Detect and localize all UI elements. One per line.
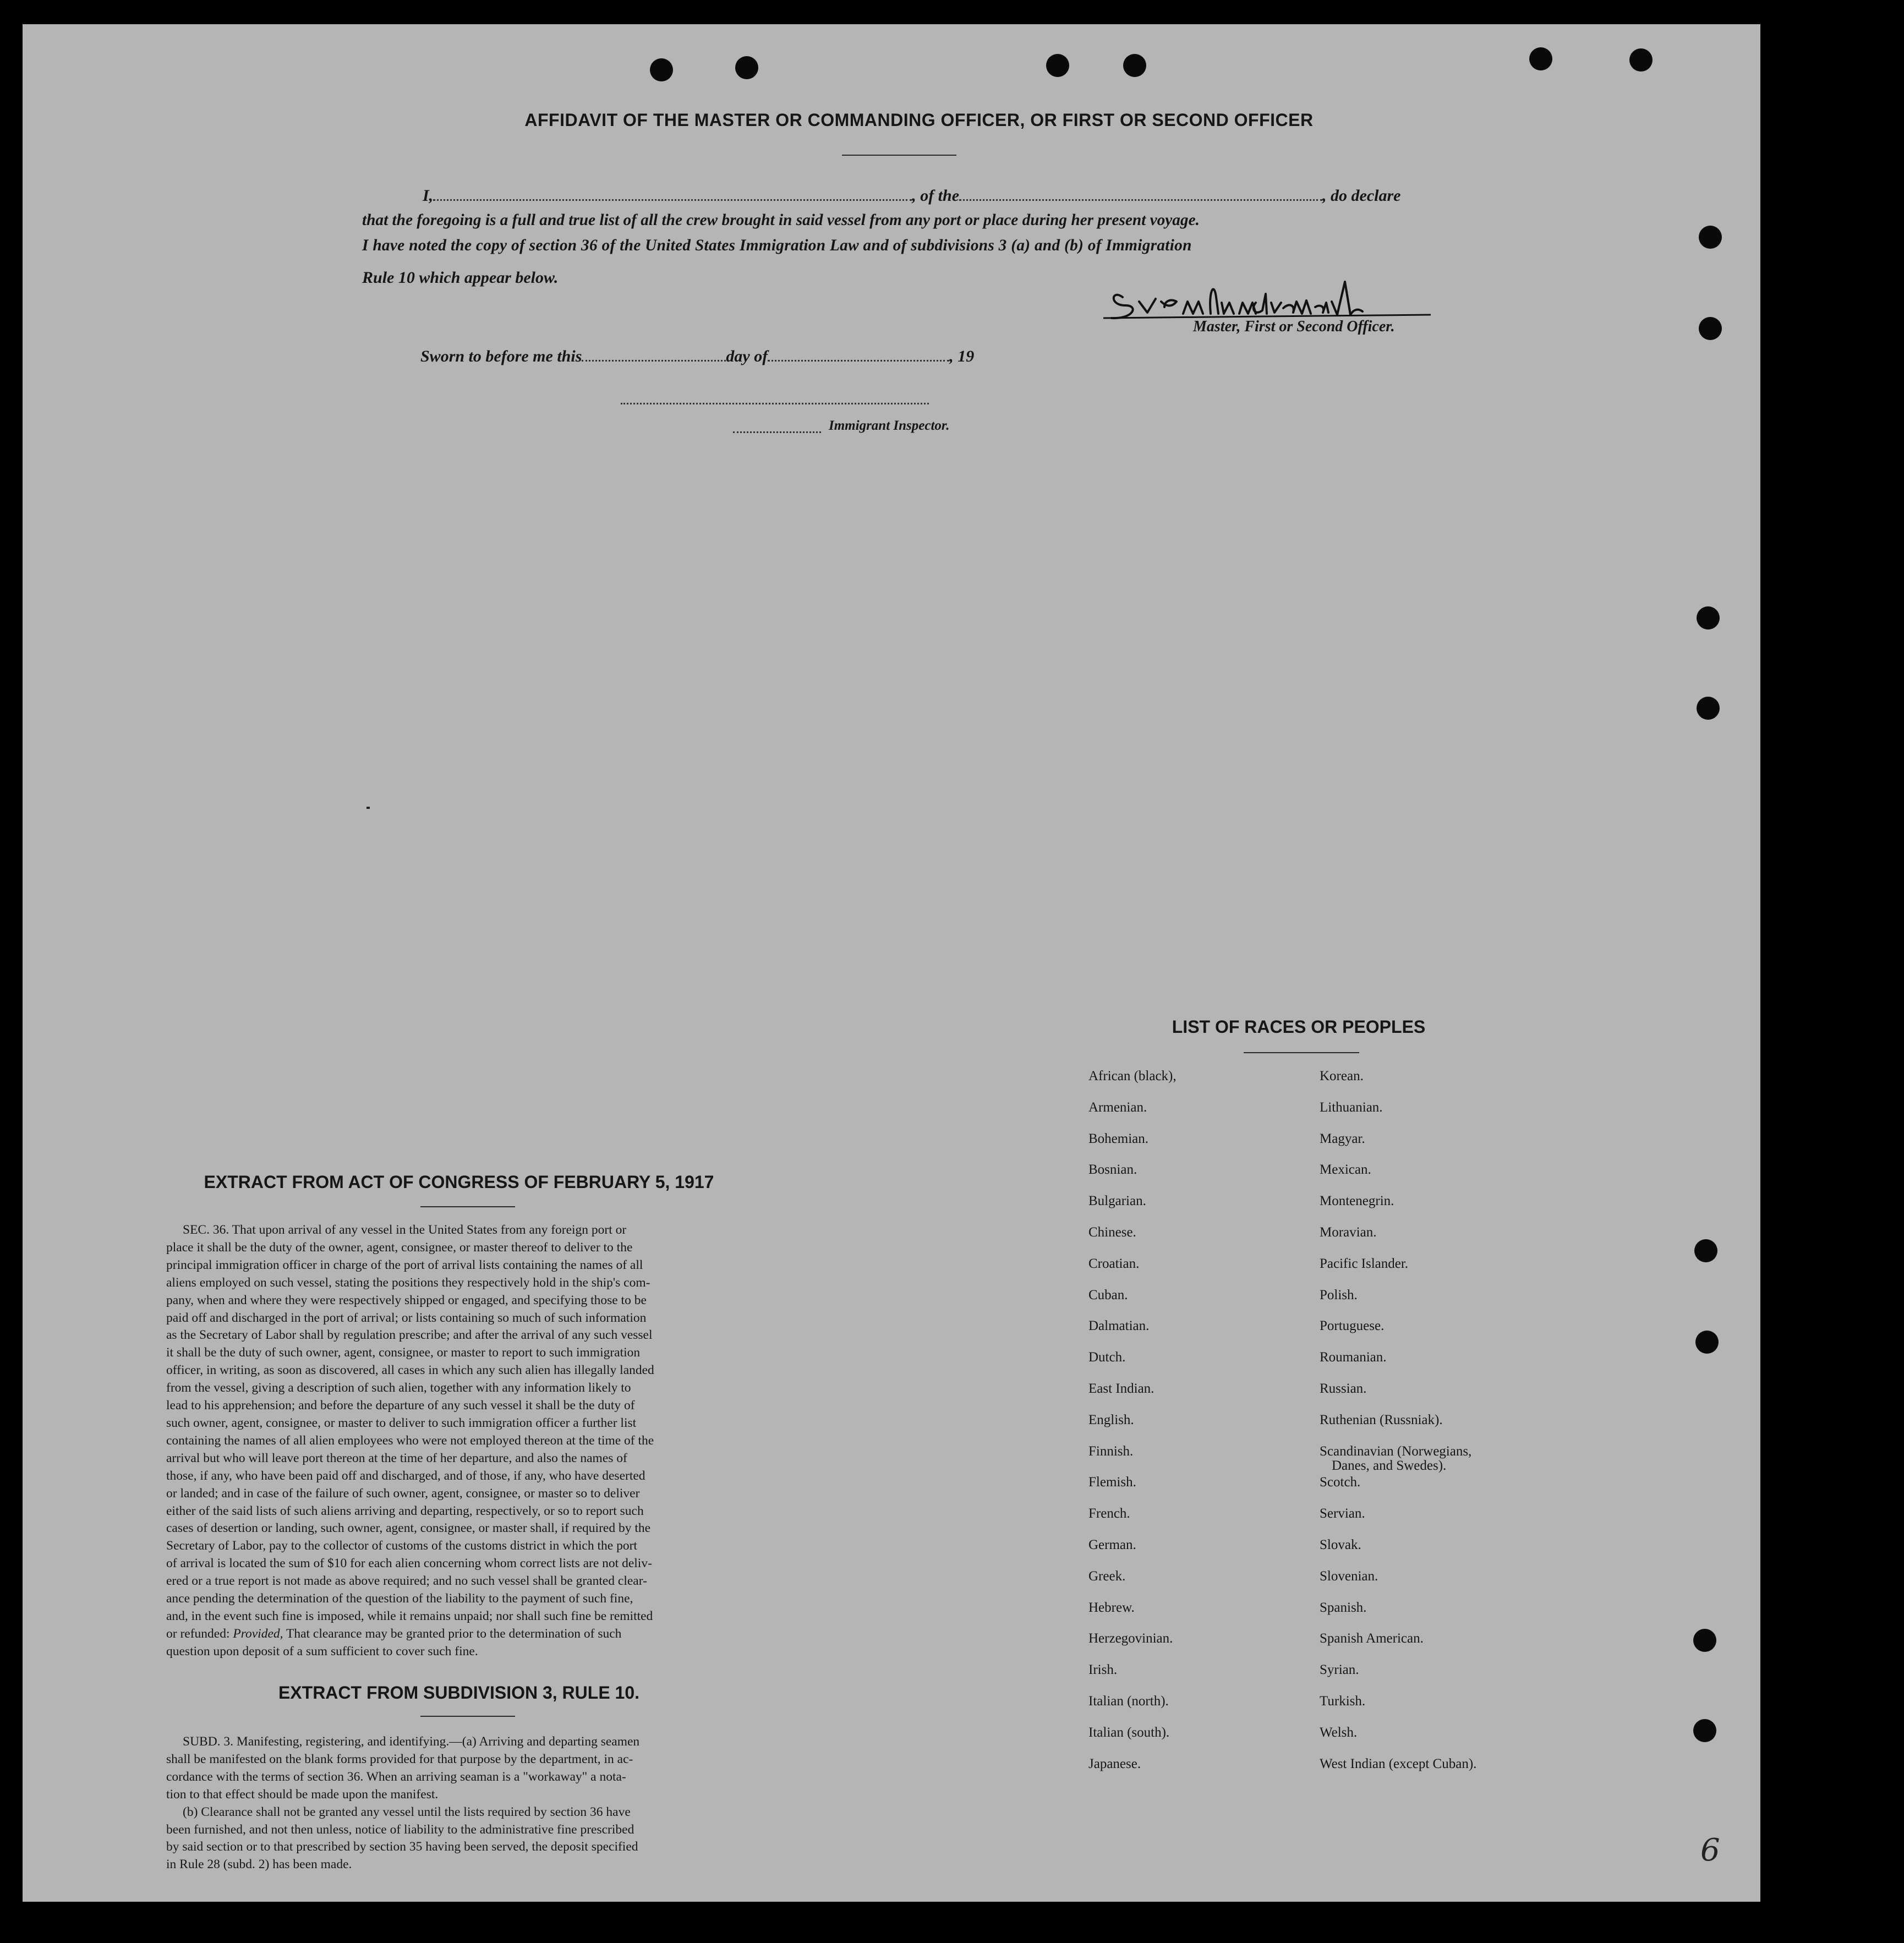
race-item: Scotch. [1320, 1475, 1361, 1490]
punch-hole [1693, 1719, 1716, 1742]
act-line: ance pending the determination of the question of the liability to the payment of such fine, [166, 1591, 633, 1606]
rule-line: tion to that effect should be made upon the manifest. [166, 1787, 439, 1802]
race-item: Portuguese. [1320, 1318, 1385, 1334]
act-line: and, in the event such fine is imposed, while it remains unpaid; nor shall such fine be remitted [166, 1608, 653, 1623]
act-line: lead to his apprehension; and before the departure of any such vessel it shall be the duty of [166, 1398, 635, 1413]
race-item: French. [1088, 1506, 1130, 1521]
act-line: paid off and discharged in the port of arrival; or lists containing so much of such information [166, 1310, 647, 1325]
act-line: SEC. 36. That upon arrival of any vessel in the United States from any foreign port or [183, 1223, 627, 1237]
punch-hole [1699, 226, 1722, 249]
month-blank[interactable] [768, 346, 949, 362]
race-item: Dutch. [1088, 1350, 1126, 1365]
punch-hole [1697, 697, 1720, 720]
races-title-divider [1244, 1052, 1359, 1053]
punch-hole [1697, 606, 1720, 630]
act-line: officer, in writing, as soon as discovered, all cases in which any such alien has illegally landed [166, 1363, 654, 1378]
punch-hole [1699, 317, 1722, 340]
punch-hole [1046, 54, 1069, 77]
declaration-line-3: I have noted the copy of section 36 of the United States Immigration Law and of subdivisions 3 (a) and (b) of Immigration [362, 237, 1192, 254]
act-extract-text [166, 1222, 781, 1661]
race-item: Italian (south). [1088, 1725, 1170, 1740]
act-line: those, if any, who have been paid off and discharged, and of those, if any, who have deserted [166, 1468, 645, 1483]
act-line: question upon deposit of a sum sufficient to cover such fine. [166, 1644, 478, 1659]
race-item: Syrian. [1320, 1662, 1359, 1678]
rule-line: SUBD. 3. Manifesting, registering, and identifying.—(a) Arriving and departing seamen [183, 1734, 640, 1749]
race-item: Japanese. [1088, 1756, 1141, 1771]
declaration-line-2: that the foregoing is a full and true list of all the crew brought in said vessel from any port or place during her present voyage. [362, 211, 1200, 229]
declaration-line-4: Rule 10 which appear below. [362, 269, 559, 287]
rule-title-divider [420, 1716, 515, 1717]
rule-line: shall be manifested on the blank forms provided for that purpose by the department, in ac- [166, 1752, 633, 1766]
act-line: or landed; and in case of the failure of such owner, agent, consignee, or master so to deliver [166, 1486, 640, 1501]
race-item: Herzegovinian. [1088, 1631, 1173, 1646]
act-line: pany, when and where they were respectively shipped or engaged, and specifying those to be [166, 1293, 647, 1307]
act-extract-title: EXTRACT FROM ACT OF CONGRESS OF FEBRUARY 5, 1917 [204, 1172, 714, 1192]
stray-mark [366, 807, 370, 809]
punch-hole [1123, 54, 1146, 77]
act-line: containing the names of all alien employees who were not employed thereon at the time of the [166, 1433, 654, 1448]
race-item: East Indian. [1088, 1381, 1155, 1396]
rule-line: in Rule 28 (subd. 2) has been made. [166, 1857, 352, 1872]
act-line: it shall be the duty of such owner, agent, consignee, or master to report to such immigration [166, 1345, 641, 1360]
year-prefix: , 19 [949, 347, 975, 365]
race-item: Welsh. [1320, 1725, 1358, 1740]
race-item: Servian. [1320, 1506, 1365, 1521]
race-item: Montenegrin. [1320, 1194, 1394, 1209]
race-item: Armenian. [1088, 1099, 1147, 1115]
race-item: Bulgarian. [1088, 1194, 1146, 1209]
race-item: Russian. [1320, 1381, 1367, 1396]
page-number: 6 [1700, 1832, 1720, 1868]
race-item: Chinese. [1088, 1224, 1136, 1240]
vessel-blank[interactable] [959, 185, 1322, 201]
race-item: Irish. [1088, 1662, 1118, 1678]
punch-hole [1694, 1239, 1717, 1262]
race-item: Slovenian. [1320, 1568, 1378, 1584]
race-item: English. [1088, 1412, 1134, 1427]
race-item: Lithuanian. [1320, 1099, 1383, 1115]
race-item: Italian (north). [1088, 1693, 1169, 1709]
declaration-line-1 [423, 185, 1400, 205]
races-title: LIST OF RACES OR PEOPLES [1172, 1017, 1426, 1037]
race-item: Pacific Islander. [1320, 1256, 1409, 1271]
affidavit-title: AFFIDAVIT OF THE MASTER OR COMMANDING OFFICER, OR FIRST OR SECOND OFFICER [524, 110, 1314, 130]
race-item: Flemish. [1088, 1475, 1136, 1490]
act-line: as the Secretary of Labor shall by regulation prescribe; and after the arrival of any such vessel [166, 1328, 653, 1343]
sworn-line [420, 346, 974, 366]
master-signature [1101, 275, 1453, 325]
punch-hole [1693, 1629, 1716, 1652]
punch-hole [735, 56, 758, 79]
rule-extract-text [166, 1733, 781, 1874]
race-item: Korean. [1320, 1069, 1364, 1083]
inspector-caption: Immigrant Inspector. [829, 418, 950, 433]
race-item: Mexican. [1320, 1162, 1371, 1178]
act-line: Secretary of Labor, pay to the collector of customs of the customs district in which the port [166, 1539, 637, 1553]
act-line: arrival but who will leave port thereon at the time of her departure, and also the names of [166, 1451, 627, 1465]
act-line: ered or a true report is not made as above required; and no such vessel shall be granted clear- [166, 1574, 647, 1589]
race-item: German. [1088, 1537, 1136, 1552]
rule-line: (b) Clearance shall not be granted any vessel until the lists required by section 36 have [183, 1804, 631, 1819]
punch-hole [650, 58, 673, 81]
race-item: Cuban. [1088, 1287, 1128, 1302]
act-line: aliens employed on such vessel, stating the positions they respectively hold in the ship's com- [166, 1275, 650, 1290]
act-line: either of the said lists of such aliens arriving and departing, respectively, or so to report such [166, 1503, 644, 1518]
race-item-continued: Danes, and Swedes). [1332, 1458, 1447, 1473]
race-item: Dalmatian. [1088, 1318, 1150, 1334]
rule-line: been furnished, and not then unless, notice of liability to the administrative fine prescribed [166, 1822, 634, 1837]
day-of-text: day of [726, 347, 768, 365]
sworn-text: Sworn to before me this [420, 347, 582, 365]
race-item: West Indian (except Cuban). [1320, 1756, 1477, 1771]
title-divider [842, 155, 956, 156]
punch-hole [1629, 48, 1653, 72]
declaration-of-the: , of the [912, 187, 960, 205]
act-line: cases of desertion or landing, such owner, agent, consignee, or master shall, if required by the [166, 1521, 651, 1536]
inspector-signature-line[interactable] [621, 391, 929, 404]
race-item: Finnish. [1088, 1443, 1134, 1459]
rule-line: cordance with the terms of section 36. When an arriving seaman is a "workaway" a nota- [166, 1769, 626, 1784]
race-item: Magyar. [1320, 1131, 1365, 1146]
rule-extract-title: EXTRACT FROM SUBDIVISION 3, RULE 10. [278, 1683, 640, 1703]
act-line: principal immigration officer in charge of the port of arrival lists containing the names of all [166, 1257, 643, 1272]
race-item: Ruthenian (Russniak). [1320, 1412, 1443, 1427]
act-title-divider [420, 1206, 515, 1207]
act-line: place it shall be the duty of the owner, agent, consignee, or master thereof to deliver to the [166, 1240, 633, 1255]
name-blank[interactable] [433, 185, 912, 201]
declaration-do-declare: , do declare [1322, 187, 1401, 205]
race-item: Spanish. [1320, 1600, 1367, 1615]
race-item: Roumanian. [1320, 1350, 1387, 1365]
race-item: Spanish American. [1320, 1631, 1424, 1646]
race-item: Hebrew. [1088, 1600, 1135, 1615]
races-list [1088, 1069, 1540, 1787]
declaration-i: I, [423, 187, 434, 205]
race-item: Turkish. [1320, 1693, 1366, 1709]
race-item: Scandinavian (Norwegians, [1320, 1443, 1472, 1459]
act-line: from the vessel, giving a description of such alien, together with any information likely to [166, 1381, 631, 1395]
race-item: Bohemian. [1088, 1131, 1149, 1146]
race-item: Croatian. [1088, 1256, 1140, 1271]
act-line: of arrival is located the sum of $10 for each alien concerning whom correct lists are not deliv- [166, 1556, 652, 1571]
race-item: African (black), [1088, 1069, 1177, 1083]
race-item: Greek. [1088, 1568, 1126, 1584]
signature-caption: Master, First or Second Officer. [1193, 318, 1395, 335]
race-item: Polish. [1320, 1287, 1358, 1302]
race-item: Moravian. [1320, 1224, 1377, 1240]
day-blank[interactable] [582, 346, 726, 362]
act-line: such owner, agent, consignee, or master to deliver to such immigration officer a further list [166, 1415, 637, 1430]
rule-line: by said section or to that prescribed by section 35 having been served, the deposit specified [166, 1840, 638, 1854]
race-item: Bosnian. [1088, 1162, 1137, 1178]
punch-hole [1529, 47, 1552, 70]
act-line: or refunded: Provided, That clearance may be granted prior to the determination of such [166, 1626, 622, 1641]
punch-hole [1695, 1331, 1719, 1354]
race-item: Slovak. [1320, 1537, 1361, 1552]
inspector-name-blank[interactable] [733, 419, 821, 433]
